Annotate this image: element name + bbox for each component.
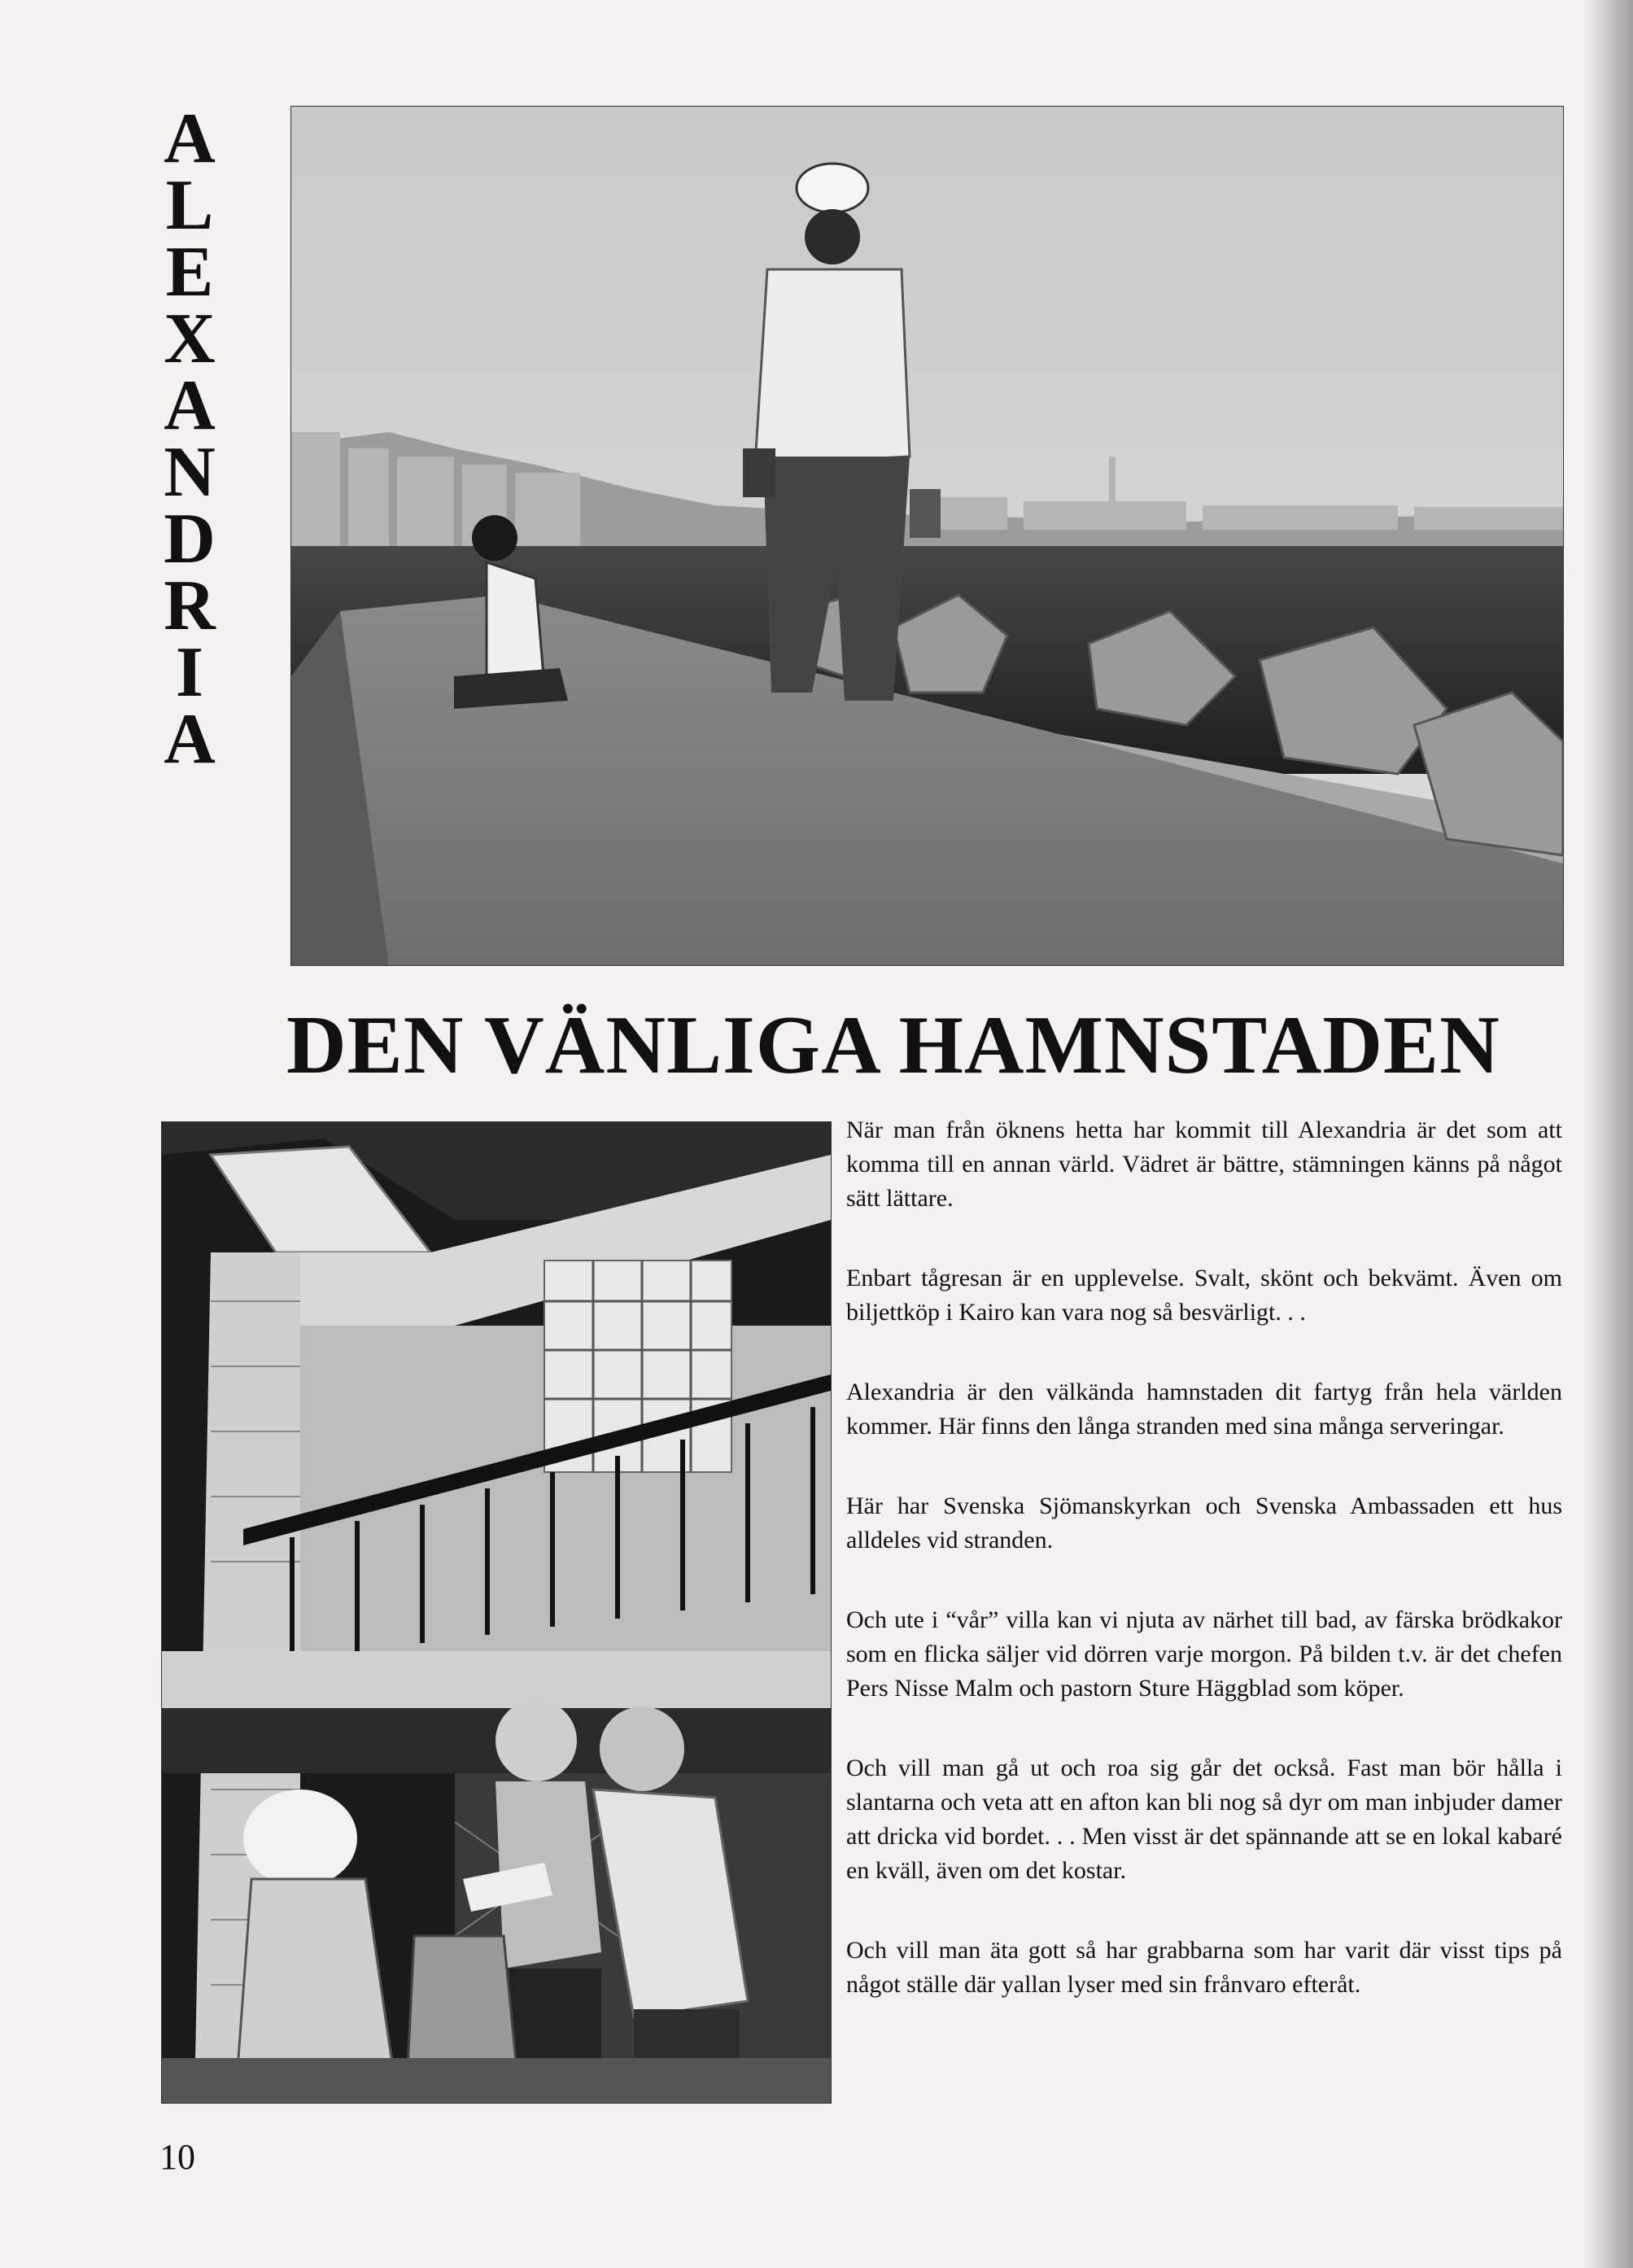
article-paragraph: Och vill man äta gott så har grabbarna som har varit där visst tips på något ställe där yallan lyser med sin frånvaro efteråt.: [846, 1937, 1562, 1998]
article-paragraph: Och ute i “vår” villa kan vi njuta av närhet till bad, av färska brödkakor som en flicka säljer vid dörren varje morgon. På bilden t.v. är det chefen Pers Nisse Malm och pastorn Sture Häggblad som köper.: [846, 1606, 1562, 1702]
article-paragraph: Och vill man gå ut och roa sig går det också. Fast man bör hålla i slantarna och veta att en afton kan bli nog så dyr om man inbjuder damer att dricka vid bordet. . . Men visst är det spännande att se en lokal kabaré en kväll, även om det kostar.: [846, 1755, 1562, 1884]
headline: DEN VÄNLIGA HAMNSTADEN: [286, 999, 1500, 1091]
vertical-letter: E: [165, 233, 214, 312]
harbor-seawall-photo: [290, 106, 1564, 966]
article-paragraph: När man från öknens hetta har kommit till Alexandria är det som att komma till en annan värld. Vädret är bättre, stämningen känns på något sätt lättare.: [846, 1117, 1562, 1212]
article-paragraph: Enbart tågresan är en upplevelse. Svalt, skönt och bekvämt. Även om biljettköp i Kairo kan vara nog så besvärligt. . .: [846, 1265, 1562, 1326]
vertical-letter: X: [164, 299, 216, 378]
binding-shadow: [1584, 0, 1633, 2268]
vertical-letter: A: [164, 366, 216, 445]
vertical-letter: A: [164, 700, 216, 779]
article-paragraph: Alexandria är den välkända hamnstaden dit fartyg från hela världen kommer. Här finns den långa stranden med sina många serveringar.: [846, 1379, 1562, 1440]
vertical-letter: L: [165, 166, 214, 245]
vertical-letter: N: [164, 433, 216, 512]
vertical-letter: I: [175, 633, 204, 712]
villa-image: [162, 1122, 831, 2103]
villa-bread-purchase-photo: [161, 1121, 832, 2104]
article-paragraph: Här har Svenska Sjömanskyrkan och Svenska Ambassaden ett hus alldeles vid stranden.: [846, 1492, 1562, 1554]
vertical-letter: A: [164, 99, 216, 178]
vertical-letter: D: [164, 500, 216, 579]
harbor-seawall-image: [291, 107, 1563, 965]
vertical-title: [153, 99, 226, 779]
page-number: 10: [159, 2137, 195, 2177]
article-body: [846, 1113, 1562, 2047]
vertical-letter: R: [164, 566, 216, 645]
